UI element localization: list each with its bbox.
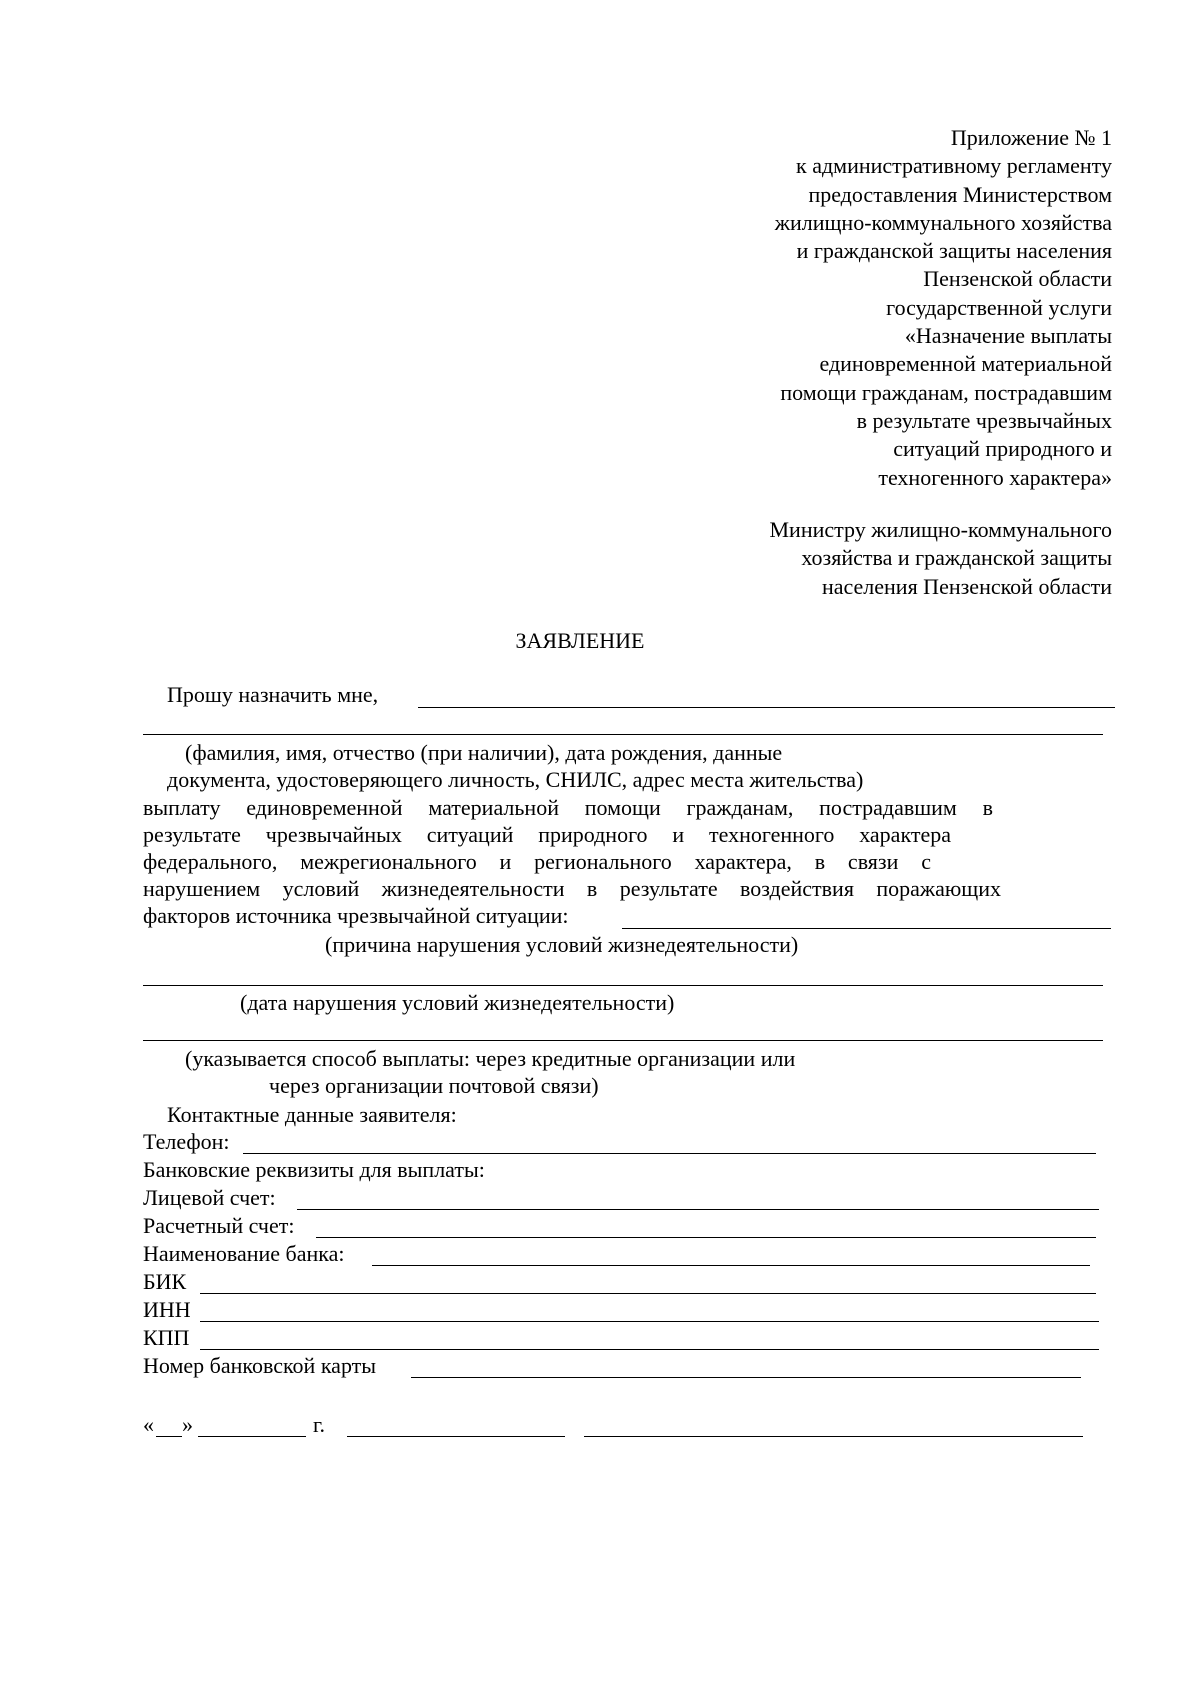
header-line: и гражданской защиты населения xyxy=(796,238,1112,264)
header-line: помощи гражданам, пострадавшим xyxy=(780,379,1112,405)
hint-person-2: документа, удостоверяющего личность, СНИЛС, адрес места жительства) xyxy=(167,767,864,792)
body-paragraph-line: федерального, межрегионального и регионального характера, в связи с xyxy=(143,849,931,874)
inn-label: ИНН xyxy=(143,1297,191,1322)
hint-payment-2: через организации почтовой связи) xyxy=(269,1073,599,1098)
account-input-line[interactable] xyxy=(297,1209,1099,1210)
header-line: ситуаций природного и xyxy=(893,436,1112,462)
date-open-quote: « xyxy=(143,1412,154,1437)
header-line: жилищно-коммунального хозяйства xyxy=(774,209,1112,235)
bank-heading: Банковские реквизиты для выплаты: xyxy=(143,1157,485,1182)
addressee-line: населения Пензенской области xyxy=(821,573,1112,599)
header-line: техногенного характера» xyxy=(878,464,1112,490)
body-paragraph-line: выплату единовременной материальной помощи гражданам, пострадавшим в xyxy=(143,795,993,820)
bank-name-input-line[interactable] xyxy=(372,1265,1090,1266)
reason-input-line-1[interactable] xyxy=(622,928,1111,929)
contacts-heading: Контактные данные заявителя: xyxy=(167,1102,457,1127)
kpp-label: КПП xyxy=(143,1325,190,1350)
header-line: «Назначение выплаты xyxy=(904,323,1112,349)
bik-label: БИК xyxy=(143,1269,187,1294)
date-close-quote: » xyxy=(182,1412,193,1437)
addressee-line: хозяйства и гражданской защиты xyxy=(801,545,1112,571)
body-paragraph-line: результате чрезвычайных ситуаций природного и техногенного характера xyxy=(143,822,951,847)
kpp-input-line[interactable] xyxy=(200,1349,1099,1350)
signature-name-input-line[interactable] xyxy=(584,1436,1083,1437)
request-label: Прошу назначить мне, xyxy=(167,682,379,707)
document-title: ЗАЯВЛЕНИЕ xyxy=(515,628,645,653)
settlement-input-line[interactable] xyxy=(316,1237,1096,1238)
phone-label: Телефон: xyxy=(143,1129,230,1154)
header-line: единовременной материальной xyxy=(819,351,1112,377)
signature-input-line[interactable] xyxy=(347,1436,565,1437)
payment-method-input-line[interactable] xyxy=(143,1040,1103,1041)
header-line: государственной услуги xyxy=(886,294,1112,320)
header-line: Приложение № 1 xyxy=(950,125,1112,150)
body-paragraph-line: факторов источника чрезвычайной ситуации: xyxy=(143,903,569,928)
settlement-label: Расчетный счет: xyxy=(143,1213,295,1238)
hint-payment-1: (указывается способ выплаты: через кредитные организации или xyxy=(185,1046,796,1071)
card-label: Номер банковской карты xyxy=(143,1353,377,1378)
appendix-header xyxy=(775,124,1112,492)
applicant-input-line-2[interactable] xyxy=(143,734,1103,735)
addressee-line: Министру жилищно-коммунального xyxy=(769,517,1112,542)
account-label: Лицевой счет: xyxy=(143,1185,276,1210)
hint-reason: (причина нарушения условий жизнедеятельности) xyxy=(325,932,799,957)
header-line: предоставления Министерством xyxy=(808,181,1112,207)
inn-input-line[interactable] xyxy=(200,1321,1099,1322)
phone-input-line[interactable] xyxy=(243,1153,1096,1154)
header-line: в результате чрезвычайных xyxy=(856,407,1112,433)
card-input-line[interactable] xyxy=(411,1377,1081,1378)
reason-input-line-2[interactable] xyxy=(143,985,1103,986)
header-line: Пензенской области xyxy=(923,266,1112,292)
applicant-input-line-1[interactable] xyxy=(418,707,1115,708)
bik-input-line[interactable] xyxy=(200,1293,1096,1294)
header-line: к административному регламенту xyxy=(796,153,1112,179)
hint-date: (дата нарушения условий жизнедеятельности) xyxy=(240,990,675,1015)
day-input-line[interactable] xyxy=(156,1436,182,1437)
year-suffix: г. xyxy=(313,1412,326,1437)
body-paragraph-line: нарушением условий жизнедеятельности в результате воздействия поражающих xyxy=(143,876,1001,901)
bank-name-label: Наименование банка: xyxy=(143,1241,345,1266)
month-input-line[interactable] xyxy=(198,1436,306,1437)
addressee-block xyxy=(770,516,1113,601)
hint-person-1: (фамилия, имя, отчество (при наличии), дата рождения, данные xyxy=(185,740,783,765)
